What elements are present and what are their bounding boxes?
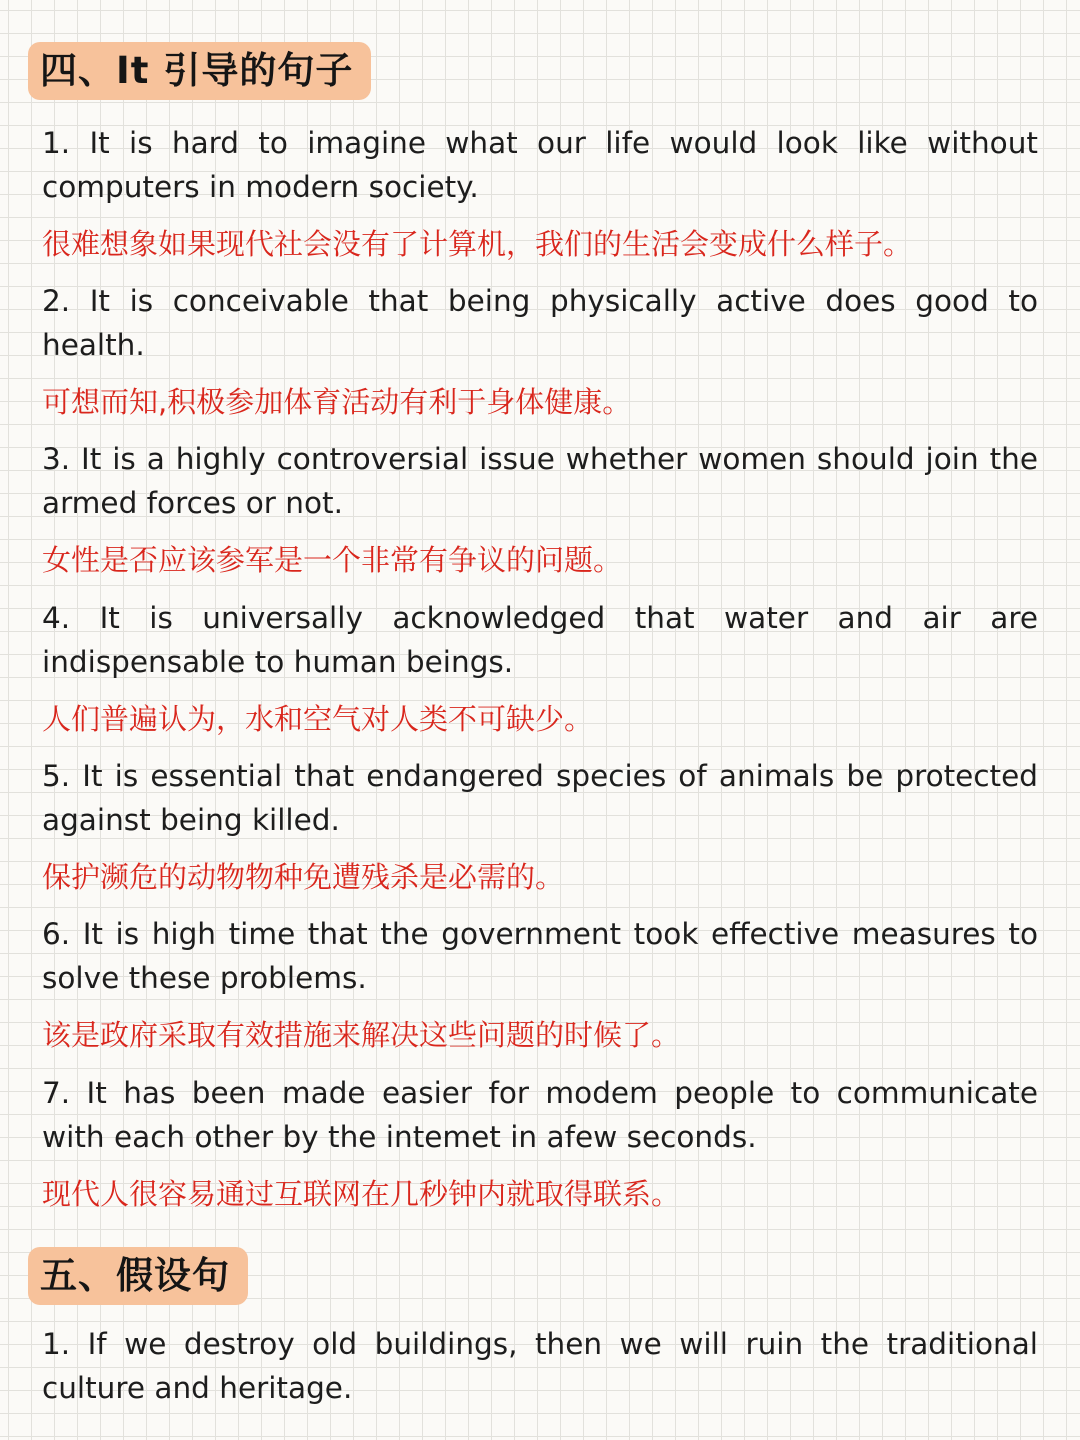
- sentence-item-3: [42, 437, 1038, 582]
- chinese-translation: 人们普遍认为，水和空气对人类不可缺少。: [42, 702, 594, 736]
- english-sentence: 4. It is universally acknowledged that water and air are indispensable to human beings.: [42, 601, 1038, 679]
- sentence-item-1: [42, 121, 1038, 266]
- section-heading-it-sentences: 四、It 引导的句子: [28, 42, 371, 100]
- english-sentence: 6. It is high time that the government took effective measures to solve these problems.: [42, 917, 1038, 995]
- english-sentence: 1. It is hard to imagine what our life would look like without computers in modern society.: [42, 126, 1038, 204]
- chinese-translation: 可想而知,积极参加体育活动有利于身体健康。: [42, 385, 632, 419]
- english-sentence: 3. It is a highly controversial issue whether women should join the armed forces or not.: [42, 442, 1038, 520]
- sentence-item-4: [42, 596, 1038, 741]
- chinese-translation: 该是政府采取有效措施来解决这些问题的时候了。: [42, 1018, 681, 1052]
- chinese-translation: 女性是否应该参军是一个非常有争议的问题。: [42, 543, 623, 577]
- chinese-translation: 保护濒危的动物物种免遭残杀是必需的。: [42, 860, 565, 894]
- sentence-item-2: [42, 279, 1038, 424]
- english-sentence: 2. It is conceivable that being physically active does good to health.: [42, 284, 1038, 362]
- english-sentence: 1. If we destroy old buildings, then we will ruin the traditional culture and heritage.: [42, 1327, 1038, 1405]
- english-sentence: 7. It has been made easier for modem people to communicate with each other by the intemet in afew seconds.: [42, 1076, 1038, 1154]
- chinese-translation: 很难想象如果现代社会没有了计算机，我们的生活会变成什么样子。: [42, 227, 913, 261]
- sentence-item-5: [42, 754, 1038, 899]
- sentence-item-7: [42, 1071, 1038, 1216]
- section-heading-conditional-sentences: 五、假设句: [28, 1247, 248, 1305]
- conditional-sentence-item-1: [42, 1322, 1038, 1410]
- sentence-item-6: [42, 912, 1038, 1057]
- english-sentence: 5. It is essential that endangered species of animals be protected against being killed.: [42, 759, 1038, 837]
- chinese-translation: 现代人很容易通过互联网在几秒钟内就取得联系。: [42, 1177, 681, 1211]
